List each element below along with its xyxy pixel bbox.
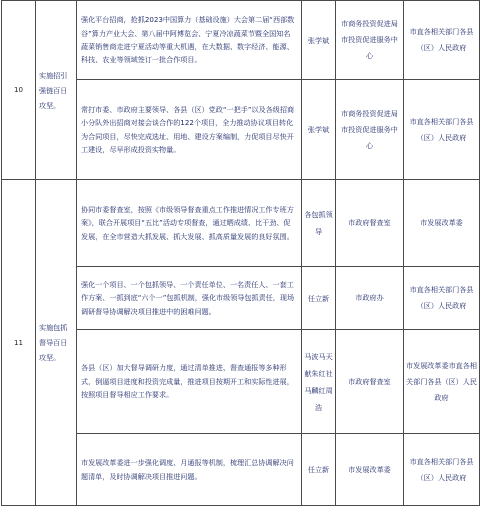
lead-department: 市政府督查室 — [336, 330, 404, 434]
lead-department: 市商务投资促进局市投资促进服务中心 — [336, 80, 404, 180]
cooperating-department: 市直各相关部门各县（区）人民政府 — [404, 80, 480, 180]
responsible-leader: 张学斌 — [302, 80, 336, 180]
task-content: 强化一个项目、一个包抓领导、一个责任单位、一名责任人、一套工作方案、一抓到底“六个一”包抓机制，强化市级领导包抓责任，现场调研督导协调解决项目推进中的困难问题。 — [77, 267, 302, 330]
task-content: 强化平台招商，抢抓2023中国算力（基础设施）大会第二届“西部数谷”算力产业大会、第八届中阿博览会、宁夏冷凉蔬菜节暨全国知名蔬菜销售商走进宁夏活动等重大机遇，在大数据、数字经济、能源、科技、农业等领域签订一批合作项目。 — [77, 1, 302, 80]
row-number: 11 — [2, 180, 36, 506]
responsible-leader: 任立新 — [302, 434, 336, 506]
lead-department: 市商务投资促进局市投资促进服务中心 — [336, 1, 404, 80]
row-number: 10 — [2, 1, 36, 180]
table-row — [2, 1, 480, 80]
responsible-leader: 张学斌 — [302, 1, 336, 80]
cooperating-department: 市直各相关部门各县（区）人民政府 — [404, 267, 480, 330]
task-content: 常打市委、市政府主要领导、各县（区）党政“一把手”以及各级招商小分队外出招商对接会谈合作的122个项目，全力推动协议项目转化为合同项目，尽快完成选址、用地、建设方案编制，力促项目尽快开工建设，尽早形成投资实物量。 — [77, 80, 302, 180]
task-content: 市发展改革委进一步强化调度、月通报等机制，梳理汇总协调解决问题清单，及时协调解决项目推进问题。 — [77, 434, 302, 506]
table-row — [2, 180, 480, 267]
task-name: 实施包抓督导百日攻坚。 — [36, 180, 77, 506]
task-name: 实施招引强链百日攻坚。 — [36, 1, 77, 180]
task-content: 各县（区）加大督导调研力度，通过清单推进、督查通报等多种形式，倒逼项目进度和投资完成量，推进项目按期开工和实际性进展，按照项目督导相应工作要求。 — [77, 330, 302, 434]
responsible-leader: 任立新 — [302, 267, 336, 330]
lead-department: 市政府办 — [336, 267, 404, 330]
responsible-leader: 马波马天献朱红社马麟红周浩 — [302, 330, 336, 434]
lead-department: 市政府督查室 — [336, 180, 404, 267]
cooperating-department: 市直各相关部门各县（区）人民政府 — [404, 434, 480, 506]
cooperating-department: 市发展改革委市直各相关部门各县（区）人民政府 — [404, 330, 480, 434]
lead-department: 市发展改革委 — [336, 434, 404, 506]
cooperating-department: 市发展改革委 — [404, 180, 480, 267]
cooperating-department: 市直各相关部门各县（区）人民政府 — [404, 1, 480, 80]
work-plan-table — [1, 0, 480, 506]
responsible-leader: 各包抓领导 — [302, 180, 336, 267]
task-content: 协同市委督查室，按照《市级领导督查重点工作推进情况工作专班方案》，联合开展项目“五比”活动专项督查，通过晒成绩、比干劲、促发展，在全市营造大抓发展、抓大发展、抓高质量发展的良好氛围。 — [77, 180, 302, 267]
